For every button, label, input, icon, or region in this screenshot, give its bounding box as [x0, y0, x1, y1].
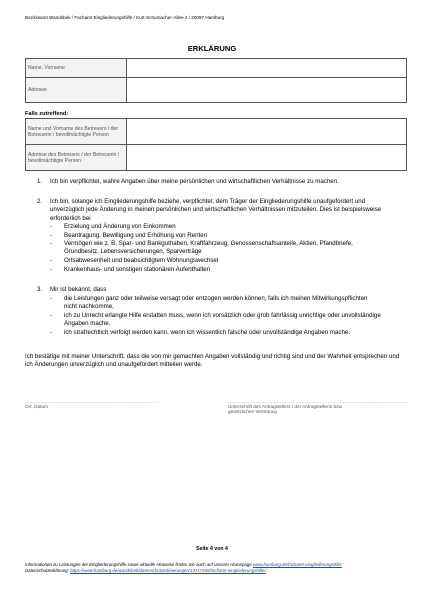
address-field[interactable] — [127, 78, 407, 103]
name-field[interactable] — [127, 59, 407, 78]
confirmation-text: Ich bestätige mit meiner Unterschrift, dass die von mir gemachten Angaben vollständig und richtig sind und der Wahrheit entsprechen und ich Änderungen unverzüglich und unaufgefordert mitteilen werde. — [25, 353, 400, 369]
footer — [25, 562, 415, 574]
address-label: Adresse — [26, 78, 127, 103]
item-text: Ich bin, solange ich Eingliederungshilfe beziehe, verpflichtet, dem Träger der Eingliederungshilfe unaufgefordert und unverzüglich jede Änderung in meinen persönlichen und wirtschaftlichen Verhältnissen mitzuteilen. Dies ist beispielsweise erforderlich bei — [50, 198, 382, 222]
item-number: 2. — [37, 198, 43, 205]
applicant-form-table — [25, 58, 407, 103]
list-item-text: Erzielung und Änderung von Einkommen — [64, 223, 176, 230]
item-number: 3. — [37, 286, 43, 293]
list-item-text: Beantragung, Bewilligung und Erhöhung von Renten — [64, 231, 208, 239]
item-text: Ich bin verpflichtet, wahre Angaben über meine persönlichen und wirtschaftlichen Verhältnisse zu machen. — [50, 178, 339, 185]
list-item-text: Krankenhaus- und sonstigen stationären Aufenthalten — [64, 265, 211, 273]
guardian-address-field[interactable] — [127, 145, 407, 171]
homepage-link[interactable]: www.hamburg.de/fachamt-eingliederungshilfe — [252, 562, 342, 567]
list-item-text: ich zu Unrecht erlangte Hilfe erstatten muss, wenn ich vorsätzlich oder grob fahrlässig unrichtige oder unvollständige Angaben mache, — [64, 312, 381, 328]
guardian-name-label: Name und Vorname des Betreuers / der Betreuerin / bevollmächtigte Person — [26, 119, 127, 145]
place-date-caption: Ort, Datum — [25, 404, 48, 409]
item-number: 1. — [37, 178, 43, 185]
list-item-text: ich strafrechtlich verfolgt werden kann, wenn ich wissentlich falsche oder unvollständige Angaben mache. — [64, 329, 351, 336]
signature-caption: Unterschrift des Antragstellers / der Antragstellerin bzw. gesetzlichen Vertretung — [228, 404, 343, 415]
item-text: Mir ist bekannt, dass — [50, 286, 107, 293]
page-title: ERKLÄRUNG — [187, 44, 237, 53]
guardian-address-label: Adresse des Betreuers / der Betreuerin / bevollmächtigte Person — [26, 145, 127, 171]
page-number: Seite 4 von 4 — [196, 546, 228, 552]
footer-info-text: Informationen zu Leistungen der Eingliederungshilfe sowie aktuelle Hinweise finden Sie auch auf unserer Homepage — [25, 562, 253, 567]
page-header: Bezirksamt Wandsbek / Fachamt Eingliederungshilfe / Kurt-Schumacher-Allee 4 / 20097 Hamburg — [25, 15, 225, 20]
name-label: Name, Vorname — [26, 59, 127, 78]
falls-heading: Falls zutreffend: — [25, 111, 69, 117]
signature-line[interactable]: ……………………………………………………………………………………………………… — [228, 399, 408, 404]
privacy-link[interactable]: https://www.hamburg.de/wandsbek/datenschutzerklaerungen/13717536/fachamt-eingliederungshilfe/ — [70, 568, 266, 573]
guardian-form-table — [25, 118, 407, 171]
place-date-line[interactable]: …………………………………………………………………………… — [25, 399, 159, 404]
guardian-name-field[interactable] — [127, 119, 407, 145]
list-item-text: Vermögen wie z. B. Spar- und Bankguthaben, Kraftfahrzeug, Genossenschaftsanteile, Aktien, Pfandbriefe, Grundbesitz, Lebensversicherungen, Sparverträge — [64, 240, 353, 256]
list-item-text: Ortsabwesenheit und beabsichtigtem Wohnungswechsel — [64, 257, 219, 264]
footer-privacy-text: Datenschutzerklärung: — [25, 568, 71, 573]
list-item-text: die Leistungen ganz oder teilweise versagt oder entzogen werden können, falls ich meinen Mitwirkungspflichten nicht nachkomme, — [64, 295, 368, 311]
